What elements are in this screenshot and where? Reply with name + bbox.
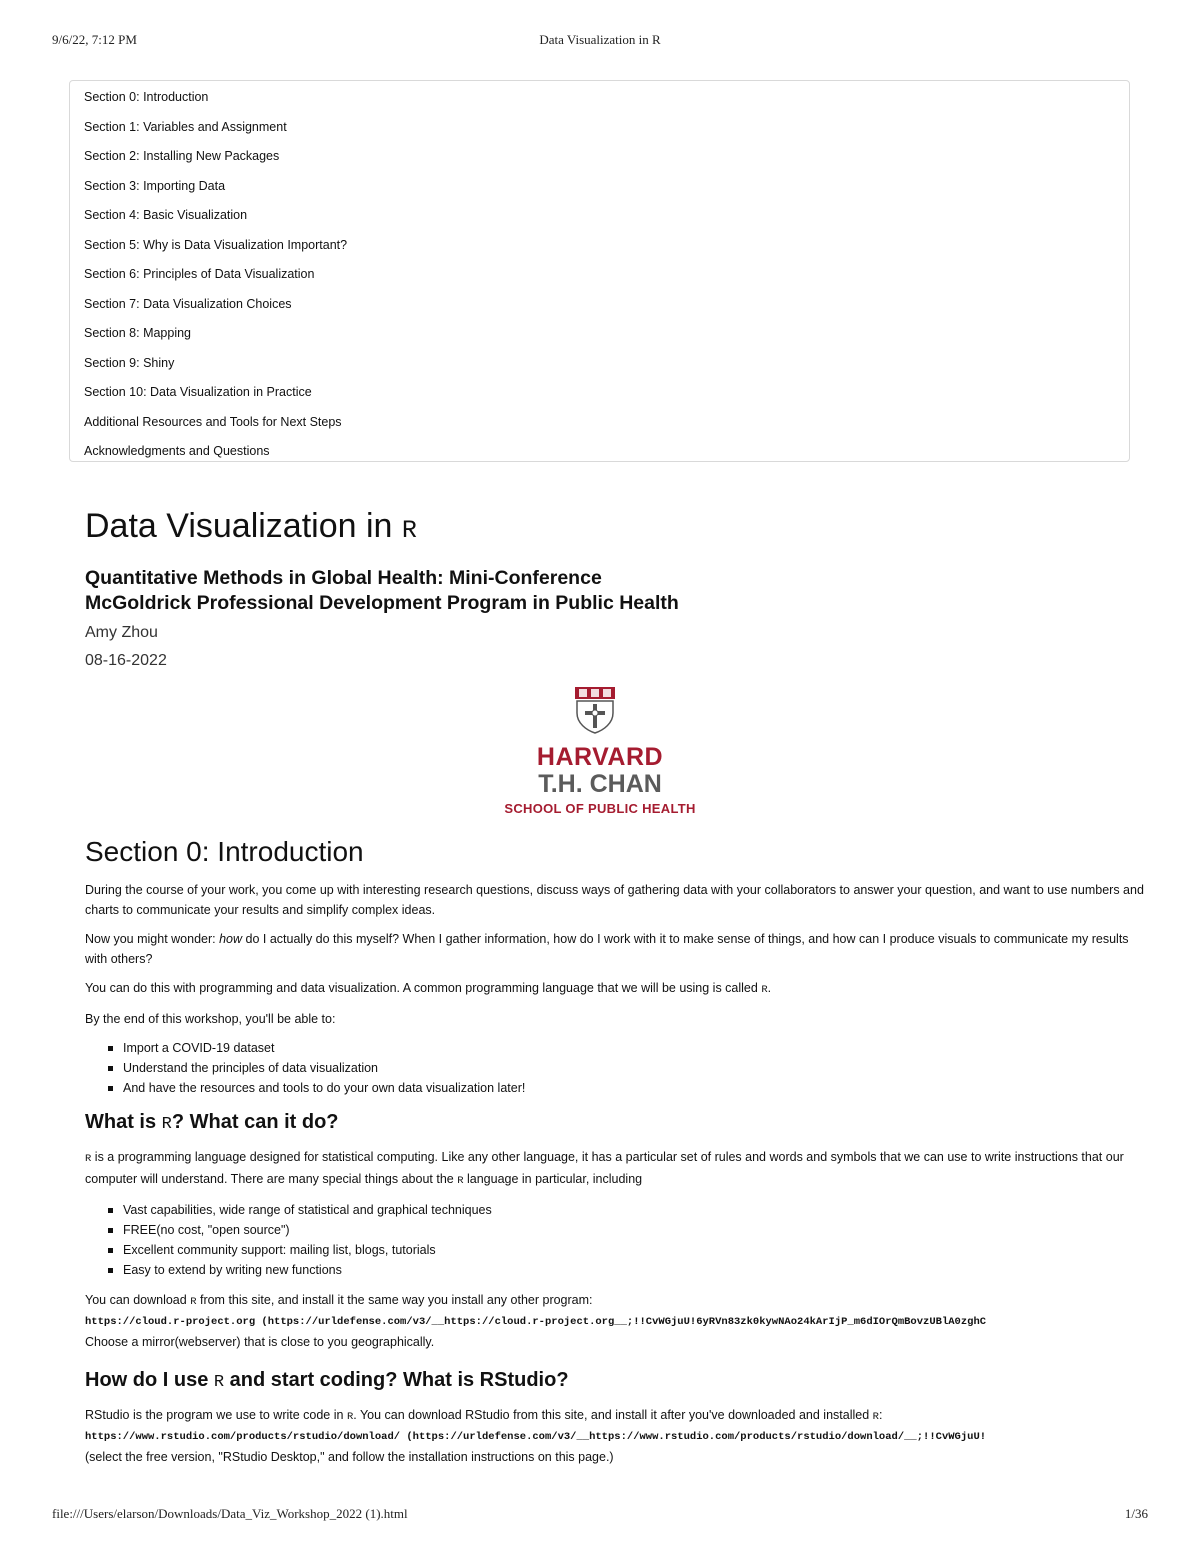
inline-code: R [457, 1175, 464, 1187]
paragraph [85, 978, 1150, 1000]
toc-item[interactable]: Section 2: Installing New Packages [84, 149, 280, 163]
toc-item[interactable]: Section 1: Variables and Assignment [84, 119, 287, 134]
table-of-contents [69, 80, 1130, 462]
text: ? What can it do? [171, 1111, 339, 1133]
print-title: Data Visualization in R [539, 32, 661, 47]
author: Amy Zhou [85, 624, 158, 641]
toc-item[interactable]: Section 4: Basic Visualization [84, 208, 248, 222]
print-footer [52, 1506, 1148, 1522]
document-title [85, 500, 1150, 552]
logo-harvard: HARVARD [536, 743, 664, 771]
what-is-r-heading [85, 1108, 1150, 1139]
title-code: R [401, 516, 417, 545]
paragraph [85, 1405, 1150, 1427]
toc-item[interactable]: Section 7: Data Visualization Choices [84, 296, 292, 311]
toc-item[interactable]: Section 8: Mapping [84, 326, 192, 340]
toc-item[interactable]: Section 0: Introduction [84, 90, 209, 104]
text: You can download [85, 1293, 191, 1307]
toc-item[interactable]: Acknowledgments and Questions [84, 444, 270, 458]
text: What is [85, 1111, 162, 1133]
paragraph [85, 929, 1150, 969]
text: : [878, 1408, 883, 1422]
toc-item[interactable]: Additional Resources and Tools for Next Steps [84, 414, 342, 429]
list-item: Import a COVID-19 dataset [123, 1038, 1150, 1058]
toc-item[interactable]: Section 10: Data Visualization in Practice [84, 385, 312, 399]
text: and start coding? What is RStudio? [224, 1369, 569, 1391]
toc-item[interactable]: Section 6: Principles of Data Visualization [84, 267, 315, 281]
list-item: FREE(no cost, "open source") [123, 1220, 1150, 1240]
subtitle-line: Quantitative Methods in Global Health: Mini-Conference [85, 567, 602, 589]
print-page-number: 1/36 [1124, 1506, 1148, 1521]
inline-code: R [85, 1153, 92, 1165]
inline-code: R [190, 1296, 197, 1308]
inline-code: R [161, 1115, 172, 1134]
subtitle-line: McGoldrick Professional Development Program in Public Health [85, 592, 679, 614]
paragraph: During the course of your work, you come up with interesting research questions, discuss ways of gathering data with your collaborators to answer your question, and want to use numbers and charts to communicate your results and simplify complex ideas. [85, 883, 1144, 917]
features-list [85, 1200, 1150, 1280]
document-subtitle [85, 566, 1150, 616]
emphasis: how [219, 932, 243, 946]
list-item: Easy to extend by writing new functions [123, 1260, 1150, 1280]
inline-code: R [761, 984, 768, 996]
print-header [52, 32, 1148, 48]
print-file-path: file:///Users/elarson/Downloads/Data_Viz_Workshop_2022 (1).html [52, 1506, 408, 1521]
text: from this site, and install it the same way you install any other program: [196, 1293, 593, 1307]
logo-school: SCHOOL OF PUBLIC HEALTH [504, 801, 696, 816]
text: is a programming language designed for statistical computing. Like any other language, it has a particular set of rules and words and symbols that we can use to write instructions that our computer will understand. There are many special things about the [85, 1150, 1124, 1186]
paragraph: By the end of this workshop, you'll be able to: [85, 1012, 336, 1026]
paragraph: Choose a mirror(webserver) that is close to you geographically. [85, 1335, 435, 1349]
list-item: And have the resources and tools to do your own data visualization later! [123, 1078, 1150, 1098]
paragraph: (select the free version, "RStudio Desktop," and follow the installation instructions on this page.) [85, 1450, 614, 1464]
harvard-chan-logo [85, 685, 1115, 820]
text: do I actually do this myself? When I gather information, how do I work with it to make sense of things, and how can I produce visuals to communicate my results with others? [85, 932, 1129, 966]
inline-code: R [213, 1373, 225, 1392]
logo-th-chan: T.H. CHAN [538, 770, 662, 798]
text: . [767, 981, 772, 995]
text: You can do this with programming and data visualization. A common programming language that we will be using is called [85, 981, 762, 995]
document-content [85, 500, 1150, 1464]
toc-item[interactable]: Section 3: Importing Data [84, 178, 226, 193]
list-item: Excellent community support: mailing list, blogs, tutorials [123, 1240, 1150, 1260]
date: 08-16-2022 [85, 652, 167, 669]
harvard-shield-icon [573, 685, 617, 735]
list-item: Vast capabilities, wide range of statistical and graphical techniques [123, 1200, 1150, 1220]
paragraph [85, 1147, 1150, 1191]
inline-code: R [872, 1411, 879, 1423]
section-0-heading: Section 0: Introduction [85, 836, 364, 867]
text: RStudio is the program we use to write code in [85, 1408, 347, 1422]
text: . You can download RStudio from this site, and install it after you've downloaded and installed [353, 1408, 873, 1422]
section-0-body [85, 880, 1150, 1476]
toc-item[interactable]: Section 5: Why is Data Visualization Important? [84, 237, 348, 252]
inline-code: R [346, 1411, 354, 1423]
rstudio-heading [85, 1366, 1150, 1397]
rstudio-link[interactable]: https://www.rstudio.com/products/rstudio/download/ (https://urldefense.com/v3/__https://www.rstudio.com/products/rstudio/download/__;!!CvWGjuU! [85, 1431, 987, 1443]
goals-list [85, 1038, 1150, 1098]
print-timestamp: 9/6/22, 7:12 PM [52, 32, 137, 47]
paragraph [85, 1290, 1150, 1312]
list-item: Understand the principles of data visualization [123, 1058, 1150, 1078]
text: language in particular, including [463, 1172, 643, 1186]
cran-link[interactable]: https://cloud.r-project.org (https://urldefense.com/v3/__https://cloud.r-project.org__;!!CvWGjuU!6yRVn83zk0kywNAo24kArIjP_m6dIOrQmBovzUBlA0zghC [85, 1316, 987, 1328]
text: How do I use [85, 1369, 214, 1391]
toc-item[interactable]: Section 9: Shiny [84, 355, 175, 370]
title-text: Data Visualization in [85, 507, 393, 545]
text: Now you might wonder: [85, 932, 220, 946]
